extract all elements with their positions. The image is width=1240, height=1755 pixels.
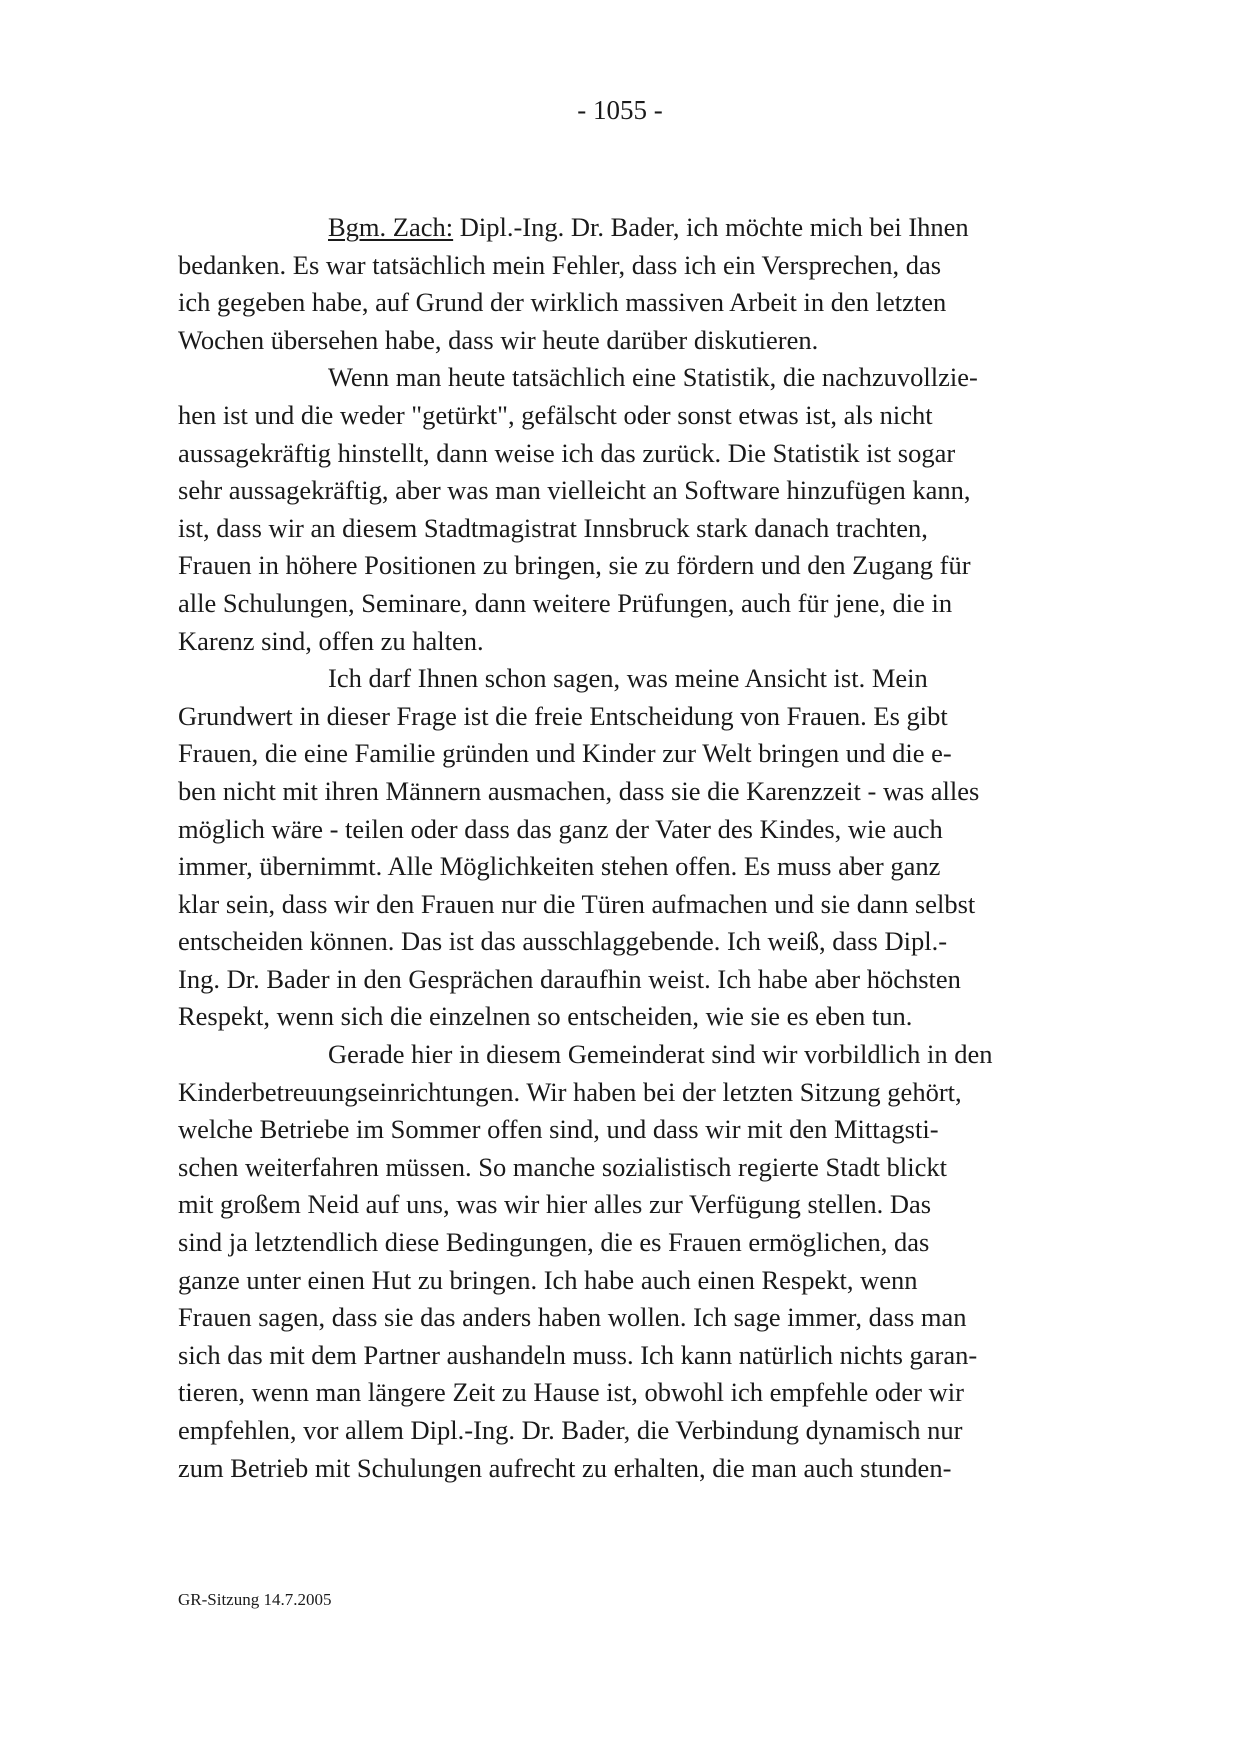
- text-line: Ing. Dr. Bader in den Gesprächen daraufhin weist. Ich habe aber höchsten: [178, 963, 961, 994]
- text-line: klar sein, dass wir den Frauen nur die Türen aufmachen und sie dann selbst: [178, 888, 976, 919]
- text-line: mit großem Neid auf uns, was wir hier alles zur Verfügung stellen. Das: [178, 1189, 932, 1220]
- text-line: sehr aussagekräftig, aber was man vielleicht an Software hinzufügen kann,: [178, 475, 971, 506]
- text-line: Ich darf Ihnen schon sagen, was meine Ansicht ist. Mein: [328, 663, 928, 694]
- text-line: ich gegeben habe, auf Grund der wirklich massiven Arbeit in den letzten: [178, 287, 947, 318]
- text-line: Grundwert in dieser Frage ist die freie Entscheidung von Frauen. Es gibt: [178, 700, 948, 731]
- text-line: ben nicht mit ihren Männern ausmachen, dass sie die Karenzzeit - was alles: [178, 775, 980, 806]
- text-line: bedanken. Es war tatsächlich mein Fehler, dass ich ein Versprechen, das: [178, 249, 942, 280]
- page-number: - 1055 -: [577, 95, 663, 125]
- text-line: zum Betrieb mit Schulungen aufrecht zu erhalten, die man auch stunden-: [178, 1452, 952, 1483]
- text-line: Wenn man heute tatsächlich eine Statistik, die nachzuvollzie-: [328, 362, 978, 393]
- text-line: ist, dass wir an diesem Stadtmagistrat Innsbruck stark danach trachten,: [178, 512, 928, 543]
- text-line: möglich wäre - teilen oder dass das ganz der Vater des Kindes, wie auch: [178, 813, 943, 844]
- text-line: hen ist und die weder "getürkt", gefälscht oder sonst etwas ist, als nicht: [178, 399, 933, 430]
- text-line: Frauen in höhere Positionen zu bringen, sie zu fördern und den Zugang für: [178, 550, 971, 581]
- text-line: schen weiterfahren müssen. So manche sozialistisch regierte Stadt blickt: [178, 1151, 948, 1182]
- text-line: welche Betriebe im Sommer offen sind, und dass wir mit den Mittagsti-: [178, 1114, 939, 1145]
- text-line: entscheiden können. Das ist das ausschlaggebende. Ich weiß, dass Dipl.-: [178, 926, 948, 957]
- text-line: Respekt, wenn sich die einzelnen so entscheiden, wie sie es eben tun.: [178, 1001, 913, 1032]
- text-line: [178, 209, 1068, 247]
- text-line: immer, übernimmt. Alle Möglichkeiten stehen offen. Es muss aber ganz: [178, 851, 941, 882]
- text-line: Frauen sagen, dass sie das anders haben wollen. Ich sage immer, dass man: [178, 1302, 967, 1333]
- document-body: [178, 209, 1068, 1487]
- text-line: sich das mit dem Partner aushandeln muss. Ich kann natürlich nichts garan-: [178, 1339, 978, 1370]
- text-line: Karenz sind, offen zu halten.: [178, 625, 484, 656]
- text-line: alle Schulungen, Seminare, dann weitere Prüfungen, auch für jene, die in: [178, 587, 953, 618]
- speaker-name: Bgm. Zach:: [328, 212, 454, 242]
- text-line: Frauen, die eine Familie gründen und Kinder zur Welt bringen und die e-: [178, 738, 952, 769]
- text-line: empfehlen, vor allem Dipl.-Ing. Dr. Bader, die Verbindung dynamisch nur: [178, 1415, 963, 1445]
- footer-session-date: GR-Sitzung 14.7.2005: [178, 1590, 332, 1609]
- text-line: Wochen übersehen habe, dass wir heute darüber diskutieren.: [178, 324, 819, 355]
- text-line-content: Dipl.-Ing. Dr. Bader, ich möchte mich bei Ihnen: [453, 212, 969, 242]
- text-line: Kinderbetreuungseinrichtungen. Wir haben bei der letzten Sitzung gehört,: [178, 1076, 962, 1107]
- text-line: tieren, wenn man längere Zeit zu Hause ist, obwohl ich empfehle oder wir: [178, 1377, 964, 1408]
- text-line: ganze unter einen Hut zu bringen. Ich habe auch einen Respekt, wenn: [178, 1264, 918, 1295]
- text-line: aussagekräftig hinstellt, dann weise ich das zurück. Die Statistik ist sogar: [178, 437, 956, 468]
- text-line: Gerade hier in diesem Gemeinderat sind wir vorbildlich in den: [328, 1039, 993, 1070]
- text-line: sind ja letztendlich diese Bedingungen, die es Frauen ermöglichen, das: [178, 1227, 930, 1258]
